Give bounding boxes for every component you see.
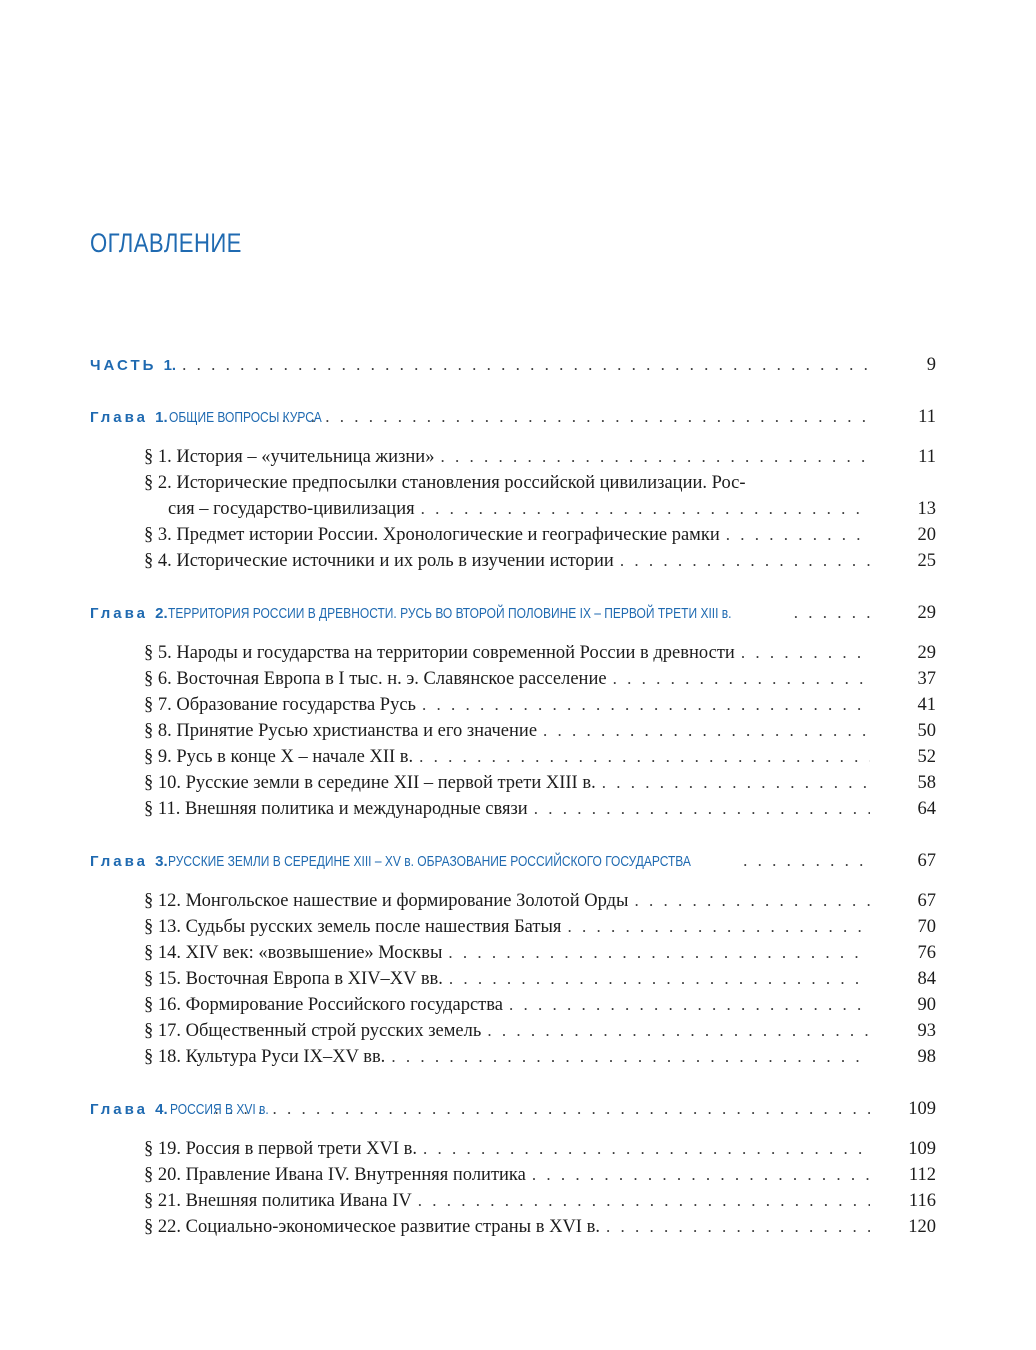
section-title: § 18. Культура Руси IX–XV вв. — [144, 1047, 386, 1067]
section-title: § 1. История – «учительница жизни» — [144, 447, 435, 467]
page-number: 76 — [917, 943, 936, 963]
page-number: 20 — [917, 525, 936, 545]
chapter-label: Глава 2. — [90, 605, 168, 622]
toc-section[interactable] — [90, 992, 936, 1018]
chapter-1-sections — [90, 444, 936, 574]
toc-section[interactable] — [90, 966, 936, 992]
section-title: § 12. Монгольское нашествие и формирование Золотой Орды — [144, 891, 629, 911]
dot-leader — [602, 770, 870, 796]
dot-leader — [741, 640, 870, 666]
section-title: § 4. Исторические источники и их роль в изучении истории — [144, 551, 614, 571]
toc-section[interactable] — [90, 744, 936, 770]
dot-leader — [422, 692, 870, 718]
toc-section[interactable] — [90, 666, 936, 692]
dot-leader — [440, 444, 870, 470]
page-number: 70 — [917, 917, 936, 937]
section-title-line-2: сия – государство-цивилизация — [168, 499, 415, 519]
chapter-label: Глава 1. — [90, 409, 168, 426]
section-title: § 17. Общественный строй русских земель — [144, 1021, 482, 1041]
page-number: 29 — [917, 603, 936, 623]
section-title: § 16. Формирование Российского государства — [144, 995, 503, 1015]
toc-chapter-1[interactable] — [90, 404, 936, 430]
dot-leader — [567, 914, 870, 940]
page-number: 11 — [918, 447, 936, 467]
page-number: 93 — [917, 1021, 936, 1041]
page-number: 109 — [908, 1139, 936, 1159]
dot-leader — [391, 1044, 870, 1070]
dot-leader — [613, 666, 870, 692]
section-title: § 10. Русские земли в середине XII – первой трети XIII в. — [144, 773, 596, 793]
section-title: § 5. Народы и государства на территории современной России в древности — [144, 643, 735, 663]
part-label: ЧАСТЬ 1. — [90, 357, 177, 374]
toc-section[interactable] — [90, 1162, 936, 1188]
chapter-2-sections — [90, 640, 936, 822]
toc-section[interactable] — [90, 770, 936, 796]
toc-section[interactable] — [90, 914, 936, 940]
section-title: § 6. Восточная Европа в I тыс. н. э. Славянское расселение — [144, 669, 607, 689]
section-title: § 8. Принятие Русью христианства и его значение — [144, 721, 538, 741]
toc-section[interactable] — [90, 1044, 936, 1070]
toc-section[interactable] — [90, 1136, 936, 1162]
dot-leader — [532, 1162, 870, 1188]
dot-leader — [418, 1188, 870, 1214]
page-number: 58 — [917, 773, 936, 793]
chapter-label: Глава 4. — [90, 1101, 168, 1118]
page-number: 109 — [908, 1099, 936, 1119]
chapter-label: Глава 3. — [90, 853, 168, 870]
page-number: 13 — [917, 499, 936, 519]
page-number: 64 — [917, 799, 936, 819]
toc-part-1[interactable] — [90, 352, 936, 378]
dot-leader — [448, 940, 870, 966]
toc-section[interactable] — [90, 1188, 936, 1214]
dot-leader — [449, 966, 870, 992]
dot-leader — [743, 848, 870, 874]
section-title-line-1: § 2. Исторические предпосылки становления российской цивилизации. Рос- — [144, 473, 746, 493]
dot-leader — [182, 352, 870, 378]
chapter-4-sections — [90, 1136, 936, 1240]
page-number: 90 — [917, 995, 936, 1015]
dot-leader — [543, 718, 870, 744]
chapter-title: РОССИЯ В XVI в. — [169, 1101, 269, 1118]
toc-section[interactable] — [90, 640, 936, 666]
dot-leader — [620, 548, 870, 574]
dot-leader — [794, 600, 870, 626]
toc-section[interactable] — [90, 548, 936, 574]
toc-chapter-2[interactable] — [90, 600, 936, 626]
toc-section[interactable] — [90, 940, 936, 966]
page-number: 41 — [917, 695, 936, 715]
section-title: § 13. Судьбы русских земель после нашествия Батыя — [144, 917, 562, 937]
page-number: 112 — [908, 1165, 936, 1185]
toc-section[interactable] — [90, 444, 936, 470]
toc-chapter-3[interactable] — [90, 848, 936, 874]
toc-section[interactable] — [90, 1018, 936, 1044]
page-number: 84 — [917, 969, 936, 989]
toc-section[interactable] — [90, 522, 936, 548]
section-title: § 7. Образование государства Русь — [144, 695, 416, 715]
dot-leader — [726, 522, 870, 548]
dot-leader — [423, 1136, 870, 1162]
toc-section[interactable] — [90, 718, 936, 744]
section-title: § 20. Правление Ивана IV. Внутренняя политика — [144, 1165, 526, 1185]
toc-section-wrapped[interactable] — [90, 470, 936, 522]
dot-leader — [421, 496, 870, 522]
section-title: § 15. Восточная Европа в XIV–XV вв. — [144, 969, 443, 989]
chapter-title: РУССКИЕ ЗЕМЛИ В СЕРЕДИНЕ XIII – XV в. ОБРАЗОВАНИЕ РОССИЙСКОГО ГОСУДАРСТВА — [168, 853, 691, 870]
page-number: 116 — [908, 1191, 936, 1211]
section-title: § 3. Предмет истории России. Хронологические и географические рамки — [144, 525, 720, 545]
dot-leader — [606, 1214, 870, 1240]
dot-leader — [509, 992, 870, 1018]
dot-leader — [534, 796, 870, 822]
toc-section[interactable] — [90, 888, 936, 914]
page-number: 11 — [918, 407, 936, 427]
dot-leader — [214, 1096, 870, 1122]
section-title: § 9. Русь в конце X – начале XII в. — [144, 747, 414, 767]
toc-section[interactable] — [90, 1214, 936, 1240]
page-number: 67 — [917, 851, 936, 871]
toc-chapter-4[interactable] — [90, 1096, 936, 1122]
page-number: 29 — [917, 643, 936, 663]
page-number: 67 — [917, 891, 936, 911]
toc-section[interactable] — [90, 796, 936, 822]
section-title: § 11. Внешняя политика и международные связи — [144, 799, 528, 819]
toc-section[interactable] — [90, 692, 936, 718]
page-number: 37 — [917, 669, 936, 689]
dot-leader — [634, 888, 870, 914]
page-number: 120 — [908, 1217, 936, 1237]
chapter-title: ТЕРРИТОРИЯ РОССИИ В ДРЕВНОСТИ. РУСЬ ВО ВТОРОЙ ПОЛОВИНЕ IX – ПЕРВОЙ ТРЕТИ XIII в. — [167, 605, 732, 622]
page-title: ОГЛАВЛЕНИЕ — [90, 228, 242, 258]
section-title: § 22. Социально-экономическое развитие страны в XVI в. — [144, 1217, 600, 1237]
page-number: 9 — [926, 355, 936, 375]
section-title: § 19. Россия в первой трети XVI в. — [144, 1139, 417, 1159]
dot-leader — [419, 744, 870, 770]
page-number: 52 — [917, 747, 936, 767]
page-number: 98 — [917, 1047, 936, 1067]
chapter-title: ОБЩИЕ ВОПРОСЫ КУРСА — [169, 409, 323, 426]
page-number: 25 — [917, 551, 936, 571]
dot-leader — [487, 1018, 870, 1044]
page-number: 50 — [917, 721, 936, 741]
dot-leader — [282, 404, 870, 430]
section-title: § 14. XIV век: «возвышение» Москвы — [144, 943, 443, 963]
chapter-3-sections — [90, 888, 936, 1070]
table-of-contents — [90, 350, 936, 1240]
section-title: § 21. Внешняя политика Ивана IV — [144, 1191, 412, 1211]
